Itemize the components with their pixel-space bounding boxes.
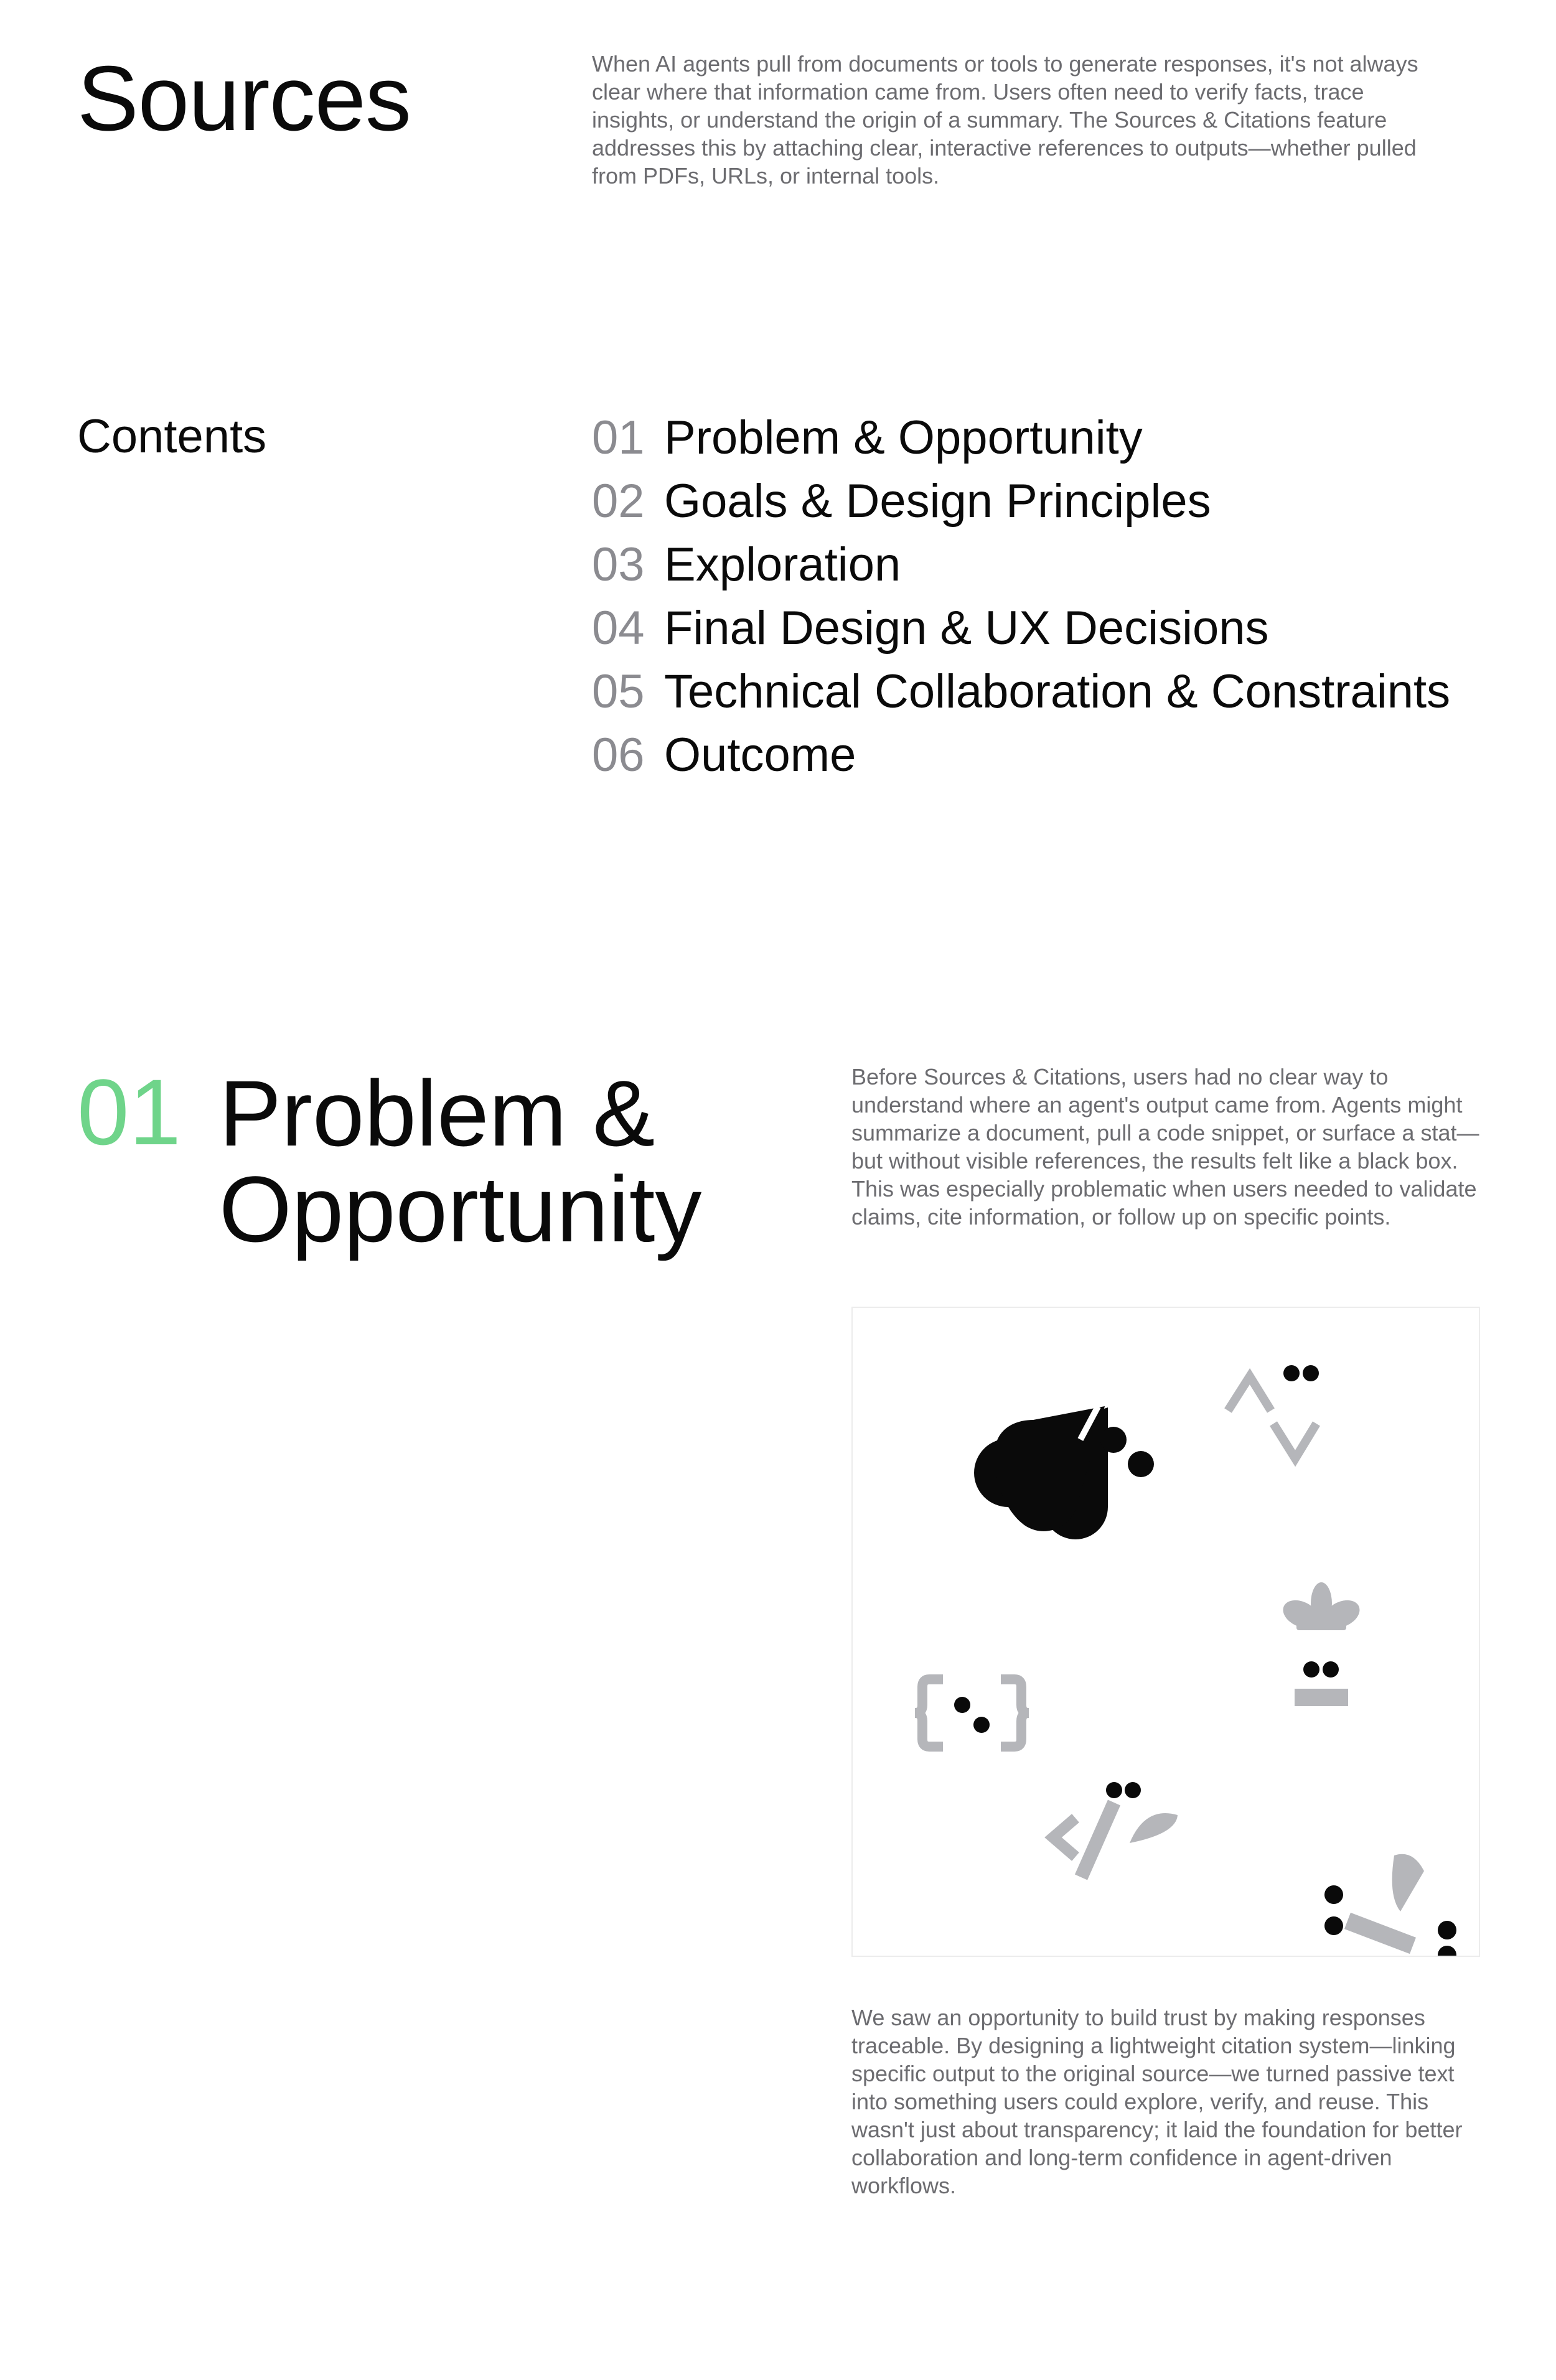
page-title: Sources: [77, 47, 411, 150]
problem-paragraph: Before Sources & Citations, users had no clear way to understand where an agent's output came from. Agents might summarize a document, pull a code snippet, or surface a stat—but without visible references, the results felt like a black box. This was especially problematic when users needed to validate claims, cite information, or follow up on specific points.: [851, 1064, 1479, 1230]
intro-paragraph: When AI agents pull from documents or tools to generate responses, it's not always clear where that information came from. Users often need to verify facts, trace insights, or understand the origin of a summary. The Sources & Citations feature addresses this by attaching clear, interactive references to outputs—whether pulled from PDFs, URLs, or internal tools.: [592, 51, 1418, 189]
toc-number: 01: [592, 411, 645, 464]
toc-number: 04: [592, 601, 645, 655]
toc-label: Goals & Design Principles: [664, 474, 1211, 528]
pen-stroke-icon: [1324, 1854, 1456, 1956]
toc-label: Exploration: [664, 538, 901, 591]
toc-item[interactable]: [592, 596, 1450, 660]
toc-number: 05: [592, 665, 645, 718]
toc-label: Technical Collaboration & Constraints: [664, 665, 1451, 718]
table-of-contents: [592, 406, 1450, 786]
toc-item[interactable]: [592, 469, 1450, 533]
section-title: [219, 1061, 702, 1261]
chevrons-icon: [1228, 1365, 1319, 1458]
contents-heading: Contents: [77, 410, 267, 463]
toc-number: 06: [592, 728, 645, 782]
opportunity-paragraph: We saw an opportunity to build trust by making responses traceable. By designing a lightweight citation system—linking specific output to the original source—we turned passive text into something users could explore, verify, and reuse. This wasn't just about transparency; it laid the foundation for better collaboration and long-term confidence in agent-driven workflows.: [851, 2005, 1463, 2198]
leaf-drop-icon: [974, 1405, 1154, 1539]
fountain-icon: [1278, 1582, 1364, 1706]
section-number: 01: [77, 1060, 181, 1164]
code-slash-icon: [1053, 1782, 1178, 1877]
toc-item[interactable]: [592, 723, 1450, 786]
toc-item[interactable]: [592, 660, 1450, 723]
section-title-line: Problem &: [219, 1061, 655, 1165]
toc-label: Problem & Opportunity: [664, 411, 1143, 464]
toc-label: Final Design & UX Decisions: [664, 601, 1269, 655]
section-title-line: Opportunity: [219, 1157, 702, 1261]
toc-number: 02: [592, 474, 645, 528]
curly-braces-icon: [915, 1679, 1029, 1747]
toc-item[interactable]: [592, 533, 1450, 596]
toc-label: Outcome: [664, 728, 856, 782]
toc-item[interactable]: [592, 406, 1450, 469]
illustration-panel: [851, 1307, 1480, 1957]
toc-number: 03: [592, 538, 645, 591]
